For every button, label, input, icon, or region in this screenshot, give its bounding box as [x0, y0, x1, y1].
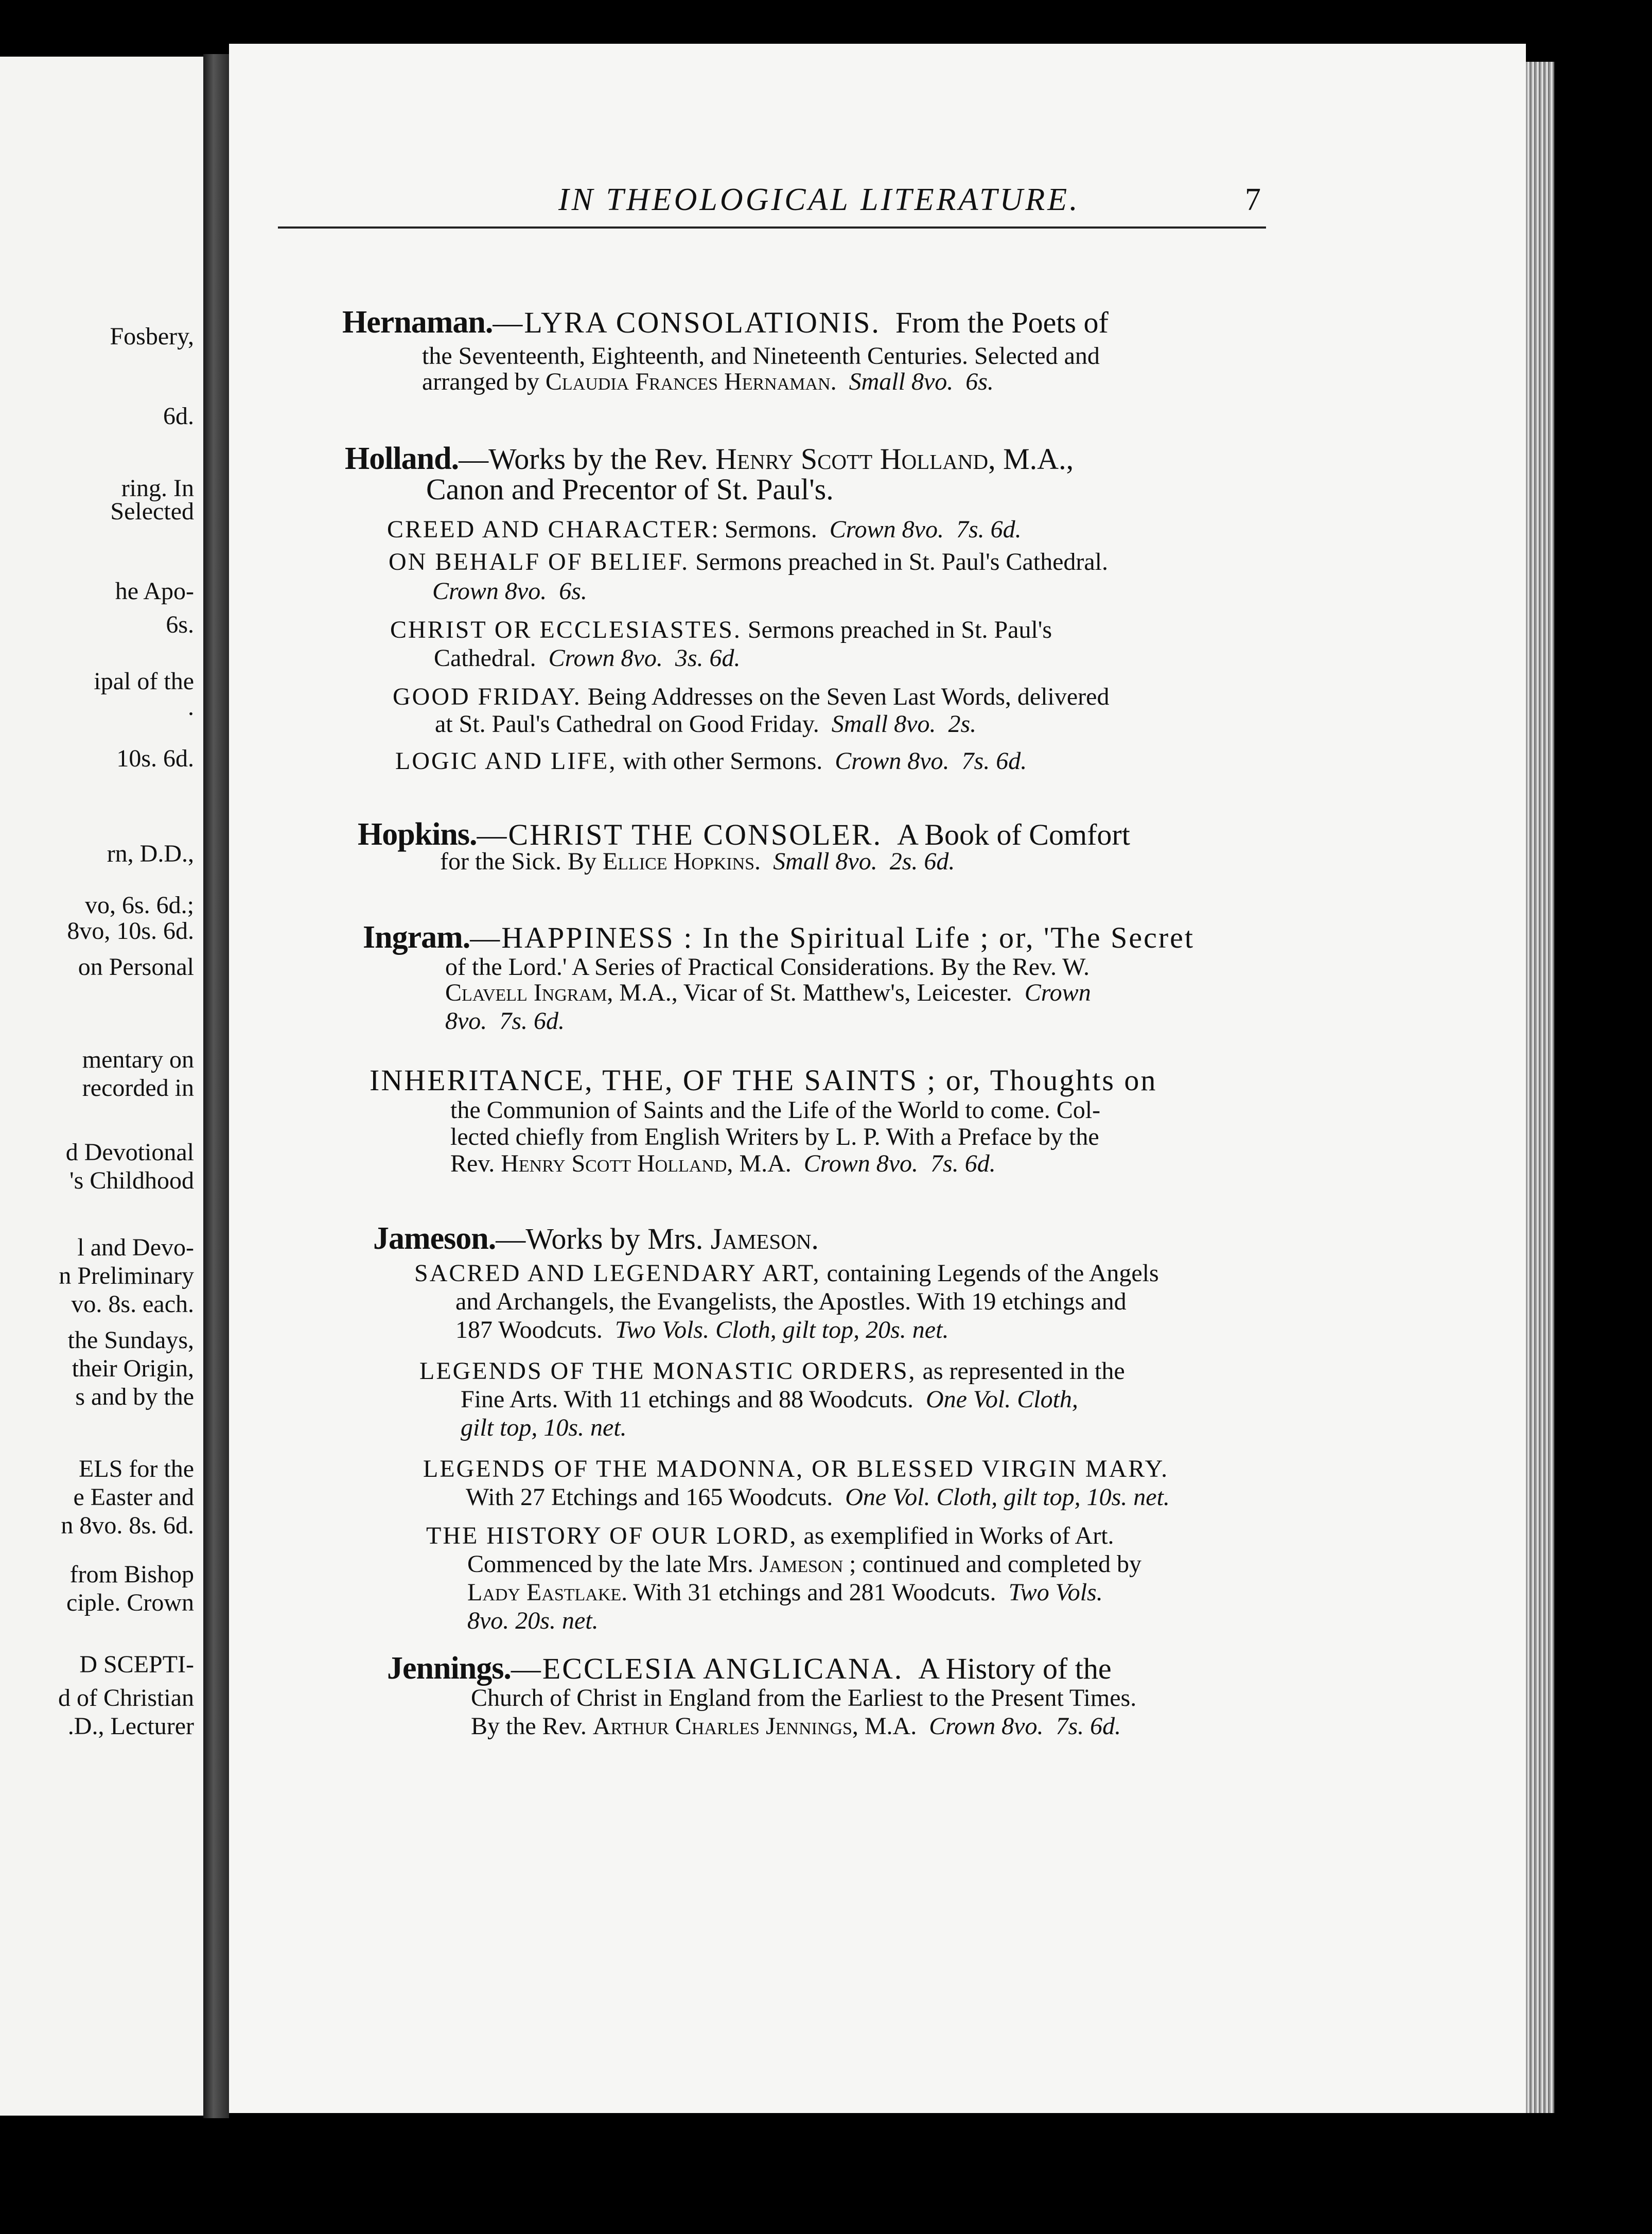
left-text-line: mentary on: [82, 1046, 194, 1073]
left-page-fragment: [0, 57, 203, 2116]
jameson-work-line: 187 Woodcuts. Two Vols. Cloth, gilt top, 20s. net.: [455, 1316, 949, 1343]
jameson-work-line: Fine Arts. With 11 etchings and 88 Woodcuts. One Vol. Cloth,: [461, 1386, 1078, 1413]
entry-hernaman-head: Hernaman.—LYRA CONSOLATIONIS. From the Poets of: [342, 305, 1109, 340]
left-text-line: d Devotional: [65, 1139, 194, 1166]
holland-work-creed: CREED AND CHARACTER: Sermons. Crown 8vo. 7s. 6d.: [387, 516, 1022, 543]
left-text-line: 8vo, 10s. 6d.: [67, 917, 194, 945]
entry-hopkins-line: for the Sick. By Ellice Hopkins. Small 8vo. 2s. 6d.: [440, 848, 955, 875]
entry-jameson-head: Jameson.—Works by Mrs. Jameson.: [373, 1221, 819, 1256]
left-text-line: l and Devo-: [77, 1234, 194, 1261]
holland-work-logic: LOGIC AND LIFE, with other Sermons. Crown 8vo. 7s. 6d.: [395, 747, 1027, 775]
entry-jennings-line: Church of Christ in England from the Earliest to the Present Times.: [471, 1684, 1137, 1712]
entry-hernaman-line: the Seventeenth, Eighteenth, and Nineteenth Centuries. Selected and: [422, 342, 1100, 370]
left-text-line: vo, 6s. 6d.;: [84, 892, 194, 919]
running-title: IN THEOLOGICAL LITERATURE.: [558, 182, 1080, 217]
entry-ingram-line: of the Lord.' A Series of Practical Considerations. By the Rev. W.: [445, 953, 1090, 981]
jameson-work-line: 8vo. 20s. net.: [467, 1607, 599, 1634]
left-text-line: their Origin,: [72, 1355, 194, 1382]
left-text-line: 10s. 6d.: [116, 745, 194, 772]
left-text-line: s and by the: [75, 1383, 194, 1410]
book-spine: [203, 54, 229, 2118]
running-header: [278, 178, 1266, 229]
holland-work-belief-line2: Crown 8vo. 6s.: [432, 578, 587, 605]
entry-holland-head: Holland.—Works by the Rev. Henry Scott Holland, M.A.,: [345, 441, 1074, 476]
left-text-line: D SCEPTI-: [79, 1651, 194, 1678]
left-text-line: from Bishop: [69, 1561, 194, 1588]
left-text-line: .: [188, 693, 194, 721]
left-text-line: Selected: [110, 498, 194, 525]
jameson-work-line: gilt top, 10s. net.: [461, 1414, 627, 1441]
left-text-line: 's Childhood: [69, 1167, 194, 1194]
entry-ingram-line: 8vo. 7s. 6d.: [445, 1007, 565, 1035]
left-text-line: recorded in: [82, 1074, 194, 1102]
jameson-work-madonna: LEGENDS OF THE MADONNA, OR BLESSED VIRGIN MARY.: [423, 1455, 1169, 1482]
jameson-work-line: Lady Eastlake. With 31 etchings and 281 Woodcuts. Two Vols.: [467, 1579, 1103, 1606]
holland-work-friday: GOOD FRIDAY. Being Addresses on the Seven Last Words, delivered: [393, 683, 1110, 710]
left-text-line: Fosbery,: [110, 323, 194, 350]
entry-inheritance-line: the Communion of Saints and the Life of the World to come. Col-: [450, 1096, 1101, 1124]
jameson-work-line: and Archangels, the Evangelists, the Apostles. With 19 etchings and: [455, 1288, 1127, 1315]
left-text-line: on Personal: [78, 953, 194, 981]
left-text-line: n Preliminary: [59, 1262, 194, 1289]
left-text-line: n 8vo. 8s. 6d.: [61, 1512, 194, 1539]
left-text-line: 6s.: [166, 611, 194, 638]
left-text-line: the Sundays,: [67, 1327, 194, 1354]
left-text-line: .D., Lecturer: [67, 1713, 194, 1740]
left-text-line: 6d.: [163, 403, 194, 430]
left-text-line: d of Christian: [58, 1684, 194, 1712]
entry-inheritance-line: lected chiefly from English Writers by L. P. With a Preface by the: [450, 1123, 1099, 1150]
left-text-line: he Apo-: [115, 578, 194, 605]
holland-work-friday-line2: at St. Paul's Cathedral on Good Friday. Small 8vo. 2s.: [435, 710, 977, 738]
entry-hernaman-line: arranged by Claudia Frances Hernaman. Small 8vo. 6s.: [422, 368, 994, 395]
left-text-line: ipal of the: [94, 668, 194, 695]
jameson-work-sacred: SACRED AND LEGENDARY ART, containing Legends of the Angels: [414, 1260, 1159, 1287]
page-number: 7: [1245, 182, 1261, 217]
entry-holland-line: Canon and Precentor of St. Paul's.: [426, 473, 834, 506]
left-text-line: rn, D.D.,: [107, 840, 194, 867]
jameson-work-line: With 27 Etchings and 165 Woodcuts. One Vol. Cloth, gilt top, 10s. net.: [466, 1483, 1170, 1511]
entry-hopkins-head: Hopkins.—CHRIST THE CONSOLER. A Book of Comfort: [358, 817, 1130, 852]
holland-work-belief: ON BEHALF OF BELIEF. Sermons preached in St. Paul's Cathedral.: [389, 548, 1109, 575]
left-text-line: ciple. Crown: [66, 1589, 194, 1616]
jameson-work-line: Commenced by the late Mrs. Jameson ; continued and completed by: [467, 1550, 1141, 1578]
page-edges: [1526, 62, 1554, 2113]
left-text-line: ring. In: [121, 475, 194, 502]
left-text-line: ELS for the: [79, 1455, 194, 1482]
holland-work-christ: CHRIST OR ECCLESIASTES. Sermons preached in St. Paul's: [390, 616, 1052, 643]
jameson-work-monastic: LEGENDS OF THE MONASTIC ORDERS, as represented in the: [419, 1357, 1125, 1385]
entry-inheritance-head: INHERITANCE, THE, OF THE SAINTS ; or, Thoughts on: [370, 1063, 1157, 1097]
left-text-line: e Easter and: [73, 1483, 194, 1511]
left-text-line: vo. 8s. each.: [71, 1290, 194, 1318]
entry-jennings-line: By the Rev. Arthur Charles Jennings, M.A. Crown 8vo. 7s. 6d.: [471, 1713, 1121, 1740]
jameson-work-history: THE HISTORY OF OUR LORD, as exemplified in Works of Art.: [426, 1522, 1114, 1549]
entry-ingram-head: Ingram.—HAPPINESS : In the Spiritual Life ; or, 'The Secret: [363, 920, 1195, 955]
entry-ingram-line: Clavell Ingram, M.A., Vicar of St. Matthew's, Leicester. Crown: [445, 979, 1091, 1006]
holland-work-christ-line2: Cathedral. Crown 8vo. 3s. 6d.: [434, 644, 741, 672]
entry-jennings-head: Jennings.—ECCLESIA ANGLICANA. A History of the: [387, 1651, 1112, 1686]
entry-inheritance-line: Rev. Henry Scott Holland, M.A. Crown 8vo. 7s. 6d.: [450, 1150, 996, 1177]
